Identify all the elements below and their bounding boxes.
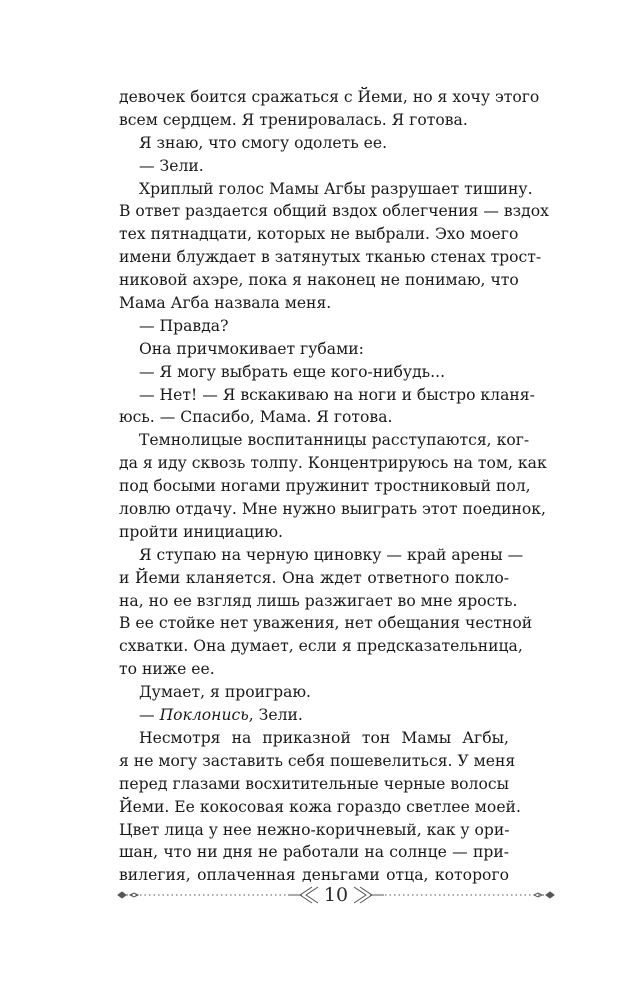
text-line: тех пятнадцати, которых не выбрали. Эхо моего xyxy=(119,225,519,244)
text-line: — Правда? xyxy=(139,316,229,335)
text-line: ловлю отдачу. Мне нужно выиграть этот поединок, xyxy=(119,500,546,519)
text-line: юсь. — Спасибо, Мама. Я готова. xyxy=(119,408,393,427)
text-line: всем сердцем. Я тренировалась. Я готова. xyxy=(119,110,468,129)
text-line: Несмотря на приказной тон Мамы Агбы, xyxy=(139,728,509,747)
text-line: — Зели. xyxy=(139,156,204,175)
body-text xyxy=(119,86,549,887)
text-line: Я знаю, что смогу одолеть ее. xyxy=(139,133,388,152)
text-line: шан, что ни дня не работали на солнце — при- xyxy=(119,843,509,862)
text-line: Она причмокивает губами: xyxy=(139,339,364,358)
text-line: Хриплый голос Мамы Агбы разрушает тишину. xyxy=(139,179,533,198)
text-line: Думает, я проиграю. xyxy=(139,683,311,702)
text-line: Мама Агба назвала меня. xyxy=(119,294,332,313)
text-line: то ниже ее. xyxy=(119,660,215,679)
text-line: имени блуждает в затянутых тканью стенах трост- xyxy=(119,248,542,267)
text-line: Темнолицые воспитанницы расступаются, ког- xyxy=(139,431,530,450)
text-line: на, но ее взгляд лишь разжигает во мне ярость. xyxy=(119,591,518,610)
emphasis-text: Поклонись xyxy=(159,706,249,725)
text-line: Йеми. Ее кокосовая кожа гораздо светлее моей. xyxy=(119,797,521,816)
text-line: перед глазами восхитительные черные волосы xyxy=(119,774,509,793)
text-line: Я ступаю на черную циновку — край арены — xyxy=(139,545,524,564)
text-line: — Нет! — Я вскакиваю на ноги и быстро кланя- xyxy=(139,385,535,404)
text-line: — Поклонись, Зели. xyxy=(139,706,303,725)
text-line: Цвет лица у нее нежно-коричневый, как у ори- xyxy=(119,820,510,839)
text-line: и Йеми кланяется. Она ждет ответного покло- xyxy=(119,568,509,587)
text-line: вилегия, оплаченная деньгами отца, которого xyxy=(119,866,509,885)
text-line: — Я могу выбрать еще кого-нибудь... xyxy=(139,362,446,381)
text-line: В ответ раздается общий вздох облегчения — вздох xyxy=(119,202,549,221)
text-line: под босыми ногами пружинит тростниковый пол, xyxy=(119,477,531,496)
page-number: 10 xyxy=(323,884,349,906)
text-line: девочек боится сражаться с Йеми, но я хочу этого xyxy=(119,88,540,106)
text-line: пройти инициацию. xyxy=(119,522,283,541)
text-line: да я иду сквозь толпу. Концентрируюсь на том, как xyxy=(119,454,547,473)
text-line: я не могу заставить себя пошевелиться. У меня xyxy=(119,751,516,770)
text-line: никовой ахэре, пока я наконец не понимаю, что xyxy=(119,271,519,290)
text-line: В ее стойке нет уважения, нет обещания честной xyxy=(119,614,533,633)
page-footer xyxy=(116,882,556,908)
text-line: схватки. Она думает, если я предсказательница, xyxy=(119,637,523,656)
